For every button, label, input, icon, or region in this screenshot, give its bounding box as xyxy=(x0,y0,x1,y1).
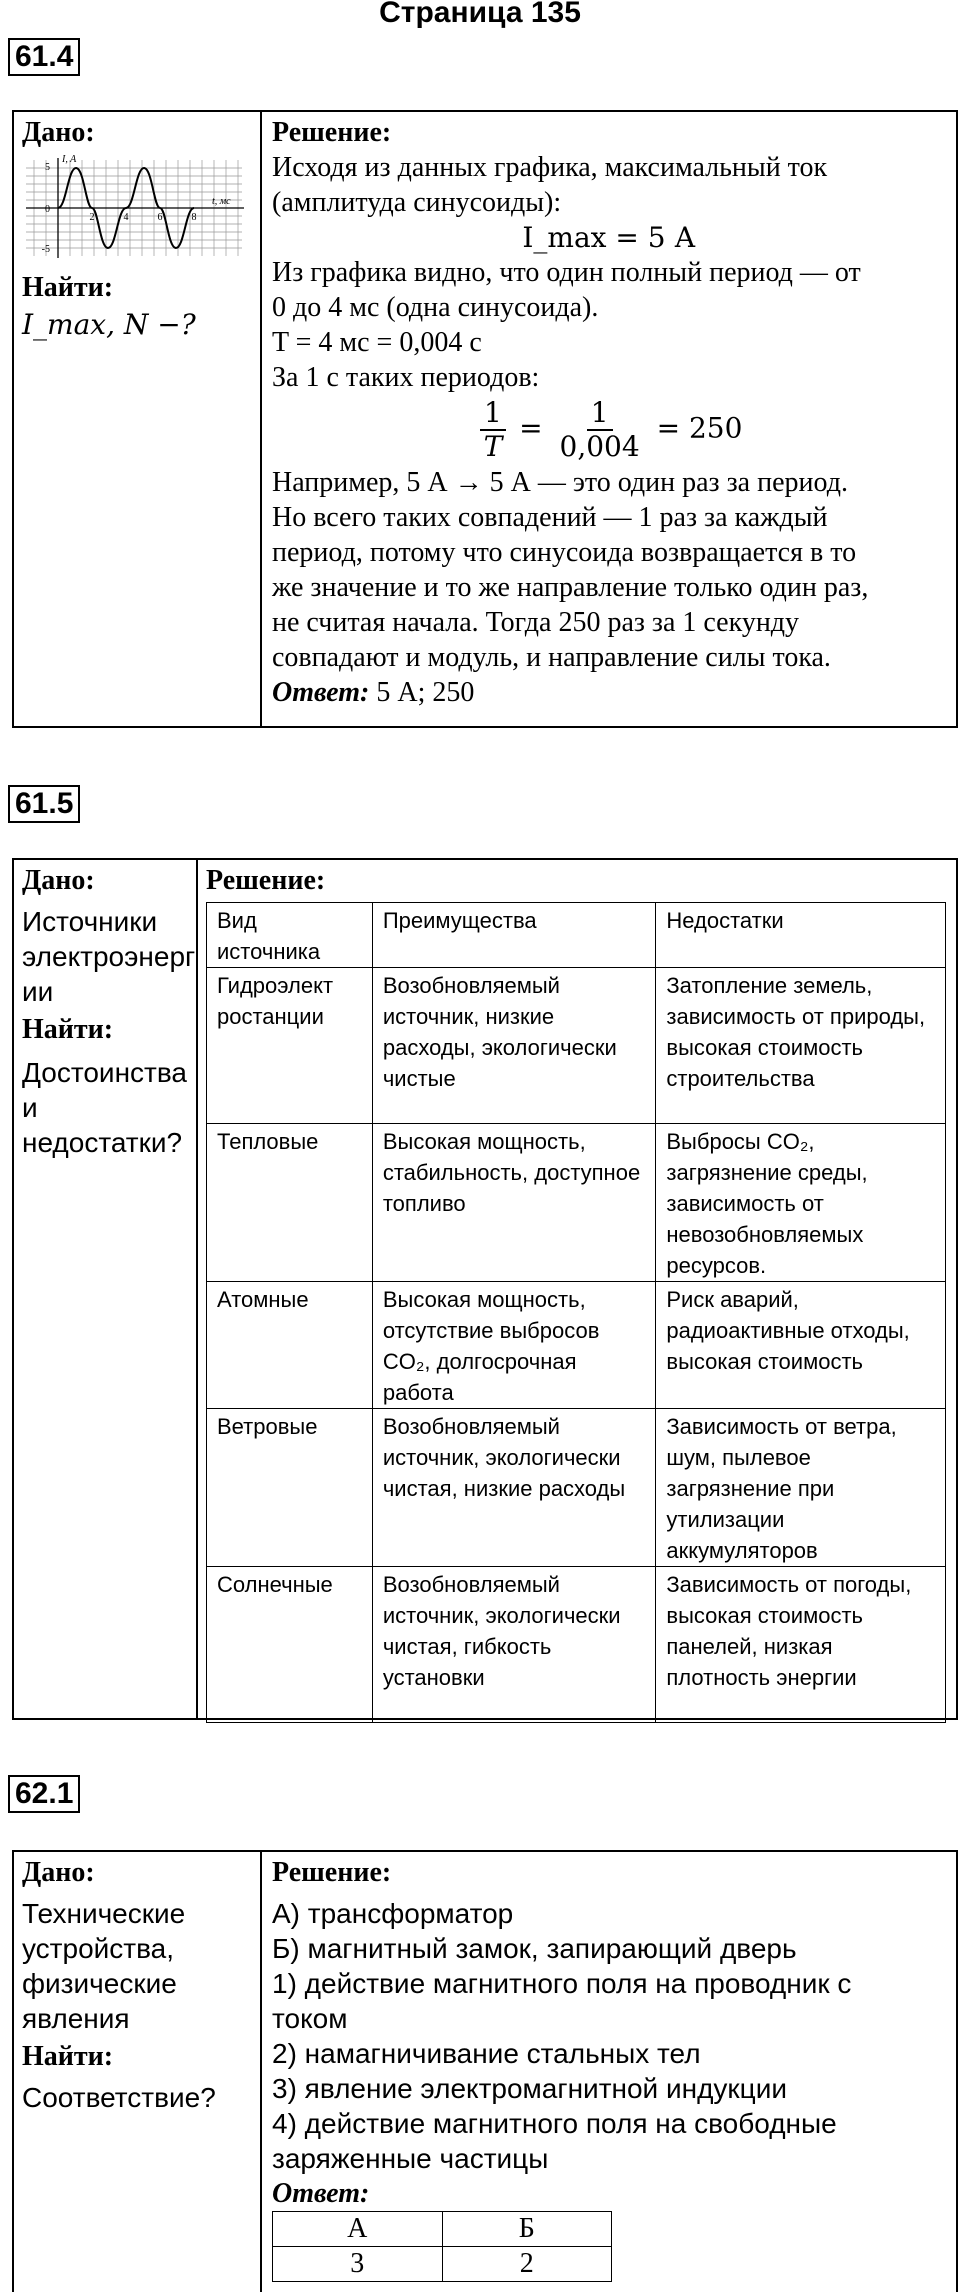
table-row xyxy=(207,1567,946,1723)
solution-line: 2) намагничивание стальных тел xyxy=(272,2038,701,2069)
answer-header-cell: Б xyxy=(442,2212,612,2247)
given-line: Технические xyxy=(22,1898,186,1929)
answer-value: 5 А; 250 xyxy=(376,677,475,708)
table-cell: Риск аварий, радиоактивные отходы, высокая стоимость xyxy=(656,1282,946,1409)
fraction-denominator: T xyxy=(483,430,503,463)
solution-line: период, потому что синусоида возвращается в то xyxy=(272,537,857,568)
find-value: Соответствие? xyxy=(22,2082,216,2113)
solution-line: 1) действие магнитного поля на проводник с xyxy=(272,1968,852,1999)
table-cell: Возобновляемый источник, низкие расходы, экологически чистые xyxy=(372,968,656,1124)
fraction-numerator: 1 xyxy=(587,397,613,431)
y-tick-0: 0 xyxy=(45,204,50,215)
solution-line: А) трансформатор xyxy=(272,1898,514,1929)
solution-line: (амплитуда синусоиды): xyxy=(272,187,562,218)
solution-column xyxy=(198,860,956,1718)
table-row xyxy=(207,1282,946,1409)
answer-label: Ответ: xyxy=(272,677,370,708)
solution-line: заряженные частицы xyxy=(272,2143,549,2174)
table-header-cell: Вид источника xyxy=(207,903,373,968)
task-number-61-4: 61.4 xyxy=(8,38,80,76)
given-line: устройства, xyxy=(22,1933,175,1964)
given-column xyxy=(14,112,262,726)
y-axis-label: I, A xyxy=(62,154,77,165)
fraction-1-over-T xyxy=(480,397,507,463)
fraction-numerator: 1 xyxy=(480,397,506,431)
table-row xyxy=(207,968,946,1124)
find-label: Найти: xyxy=(22,2041,114,2072)
solution-line: Например, 5 А → 5 А — это один раз за период. xyxy=(272,467,848,498)
solution-column xyxy=(262,1852,956,2292)
table-cell: Выбросы CO₂, загрязнение среды, зависимость от невозобновляемых ресурсов. xyxy=(656,1124,946,1282)
given-line: Источники xyxy=(22,906,158,937)
table-cell: Гидроэлект ростанции xyxy=(207,968,373,1124)
table-cell: Ветровые xyxy=(207,1409,373,1567)
solution-label: Решение: xyxy=(272,1857,392,1888)
answer-table xyxy=(272,2211,612,2282)
page-title: Страница 135 xyxy=(379,0,581,29)
table-cell: Солнечные xyxy=(207,1567,373,1723)
given-line: физические xyxy=(22,1968,177,1999)
solution-line: T = 4 мс = 0,004 с xyxy=(272,327,482,358)
answer-label: Ответ: xyxy=(272,2178,370,2209)
task-61-5-box xyxy=(12,858,958,1720)
find-line: и xyxy=(22,1092,38,1123)
task-61-4-box xyxy=(12,110,958,728)
task-number-61-5: 61.5 xyxy=(8,785,80,823)
fraction-result: = 250 xyxy=(656,411,743,445)
answer-header-cell: А xyxy=(273,2212,443,2247)
answer-value-cell: 2 xyxy=(442,2247,612,2282)
x-axis-label: t, мс xyxy=(212,196,231,207)
answer-line xyxy=(272,675,946,710)
fraction-1-over-0004 xyxy=(556,397,644,463)
given-label: Дано: xyxy=(22,1857,95,1888)
solution-line: Б) магнитный замок, запирающий дверь xyxy=(272,1933,797,1964)
given-line: ии xyxy=(22,976,54,1007)
find-value: I_max, N −? xyxy=(22,308,196,341)
given-column xyxy=(14,1852,262,2292)
given-column xyxy=(14,860,198,1718)
solution-line: 0 до 4 мс (одна синусоида). xyxy=(272,292,599,323)
solution-line: Но всего таких совпадений — 1 раз за каждый xyxy=(272,502,828,533)
answer-value-row xyxy=(273,2247,612,2282)
find-label: Найти: xyxy=(22,1014,114,1045)
table-row xyxy=(207,1124,946,1282)
x-tick-4: 4 xyxy=(123,212,129,223)
formula-periods: $\frac{1}{T}$ = $\frac{1}{0,004}$ = 250 xyxy=(272,397,946,463)
find-line: недостатки? xyxy=(22,1127,183,1158)
table-cell: Зависимость от ветра, шум, пылевое загрязнение при утилизации аккумуляторов xyxy=(656,1409,946,1567)
solution-line: же значение и то же направление только один раз, xyxy=(272,572,869,603)
given-line: электроэнерг xyxy=(22,941,196,972)
table-cell: Возобновляемый источник, экологически чистая, гибкость установки xyxy=(372,1567,656,1723)
task-number-62-1: 62.1 xyxy=(8,1775,80,1813)
x-tick-6: 6 xyxy=(157,212,163,223)
table-header-cell: Преимущества xyxy=(372,903,656,968)
solution-line: 3) явление электромагнитной индукции xyxy=(272,2073,787,2104)
solution-line: Из графика видно, что один полный период — от xyxy=(272,257,861,288)
solution-line: не считая начала. Тогда 250 раз за 1 секунду xyxy=(272,607,800,638)
y-tick-5: 5 xyxy=(45,162,50,173)
solution-line: током xyxy=(272,2003,348,2034)
find-line: Достоинства xyxy=(22,1057,187,1088)
table-cell: Высокая мощность, стабильность, доступное топливо xyxy=(372,1124,656,1282)
x-tick-8: 8 xyxy=(191,212,197,223)
table-cell: Тепловые xyxy=(207,1124,373,1282)
table-header-row xyxy=(207,903,946,968)
solution-label: Решение: xyxy=(272,117,392,148)
solution-line: совпадают и модуль, и направление силы тока. xyxy=(272,642,831,673)
solution-line: 4) действие магнитного поля на свободные xyxy=(272,2108,837,2139)
formula-imax: I_max = 5 А xyxy=(522,221,696,254)
table-cell: Атомные xyxy=(207,1282,373,1409)
energy-sources-table xyxy=(206,902,946,1723)
answer-value-cell: 3 xyxy=(273,2247,443,2282)
table-cell: Зависимость от погоды, высокая стоимость панелей, низкая плотность энергии xyxy=(656,1567,946,1723)
solution-line: Исходя из данных графика, максимальный ток xyxy=(272,152,828,183)
given-label: Дано: xyxy=(22,117,95,148)
solution-line: За 1 с таких периодов: xyxy=(272,362,540,393)
y-tick-minus-5: -5 xyxy=(41,244,50,255)
table-row xyxy=(207,1409,946,1567)
given-label: Дано: xyxy=(22,865,95,896)
fraction-denominator: 0,004 xyxy=(559,430,640,463)
x-tick-2: 2 xyxy=(89,212,95,223)
current-graph xyxy=(22,152,248,264)
table-cell: Высокая мощность, отсутствие выбросов CO₂, долгосрочная работа xyxy=(372,1282,656,1409)
table-cell: Возобновляемый источник, экологически чистая, низкие расходы xyxy=(372,1409,656,1567)
answer-header-row xyxy=(273,2212,612,2247)
solution-column xyxy=(262,112,956,726)
find-label: Найти: xyxy=(22,272,114,303)
given-line: явления xyxy=(22,2003,130,2034)
task-62-1-box xyxy=(12,1850,958,2292)
table-cell: Затопление земель, зависимость от природы, высокая стоимость строительства xyxy=(656,968,946,1124)
solution-label: Решение: xyxy=(206,865,326,896)
table-header-cell: Недостатки xyxy=(656,903,946,968)
